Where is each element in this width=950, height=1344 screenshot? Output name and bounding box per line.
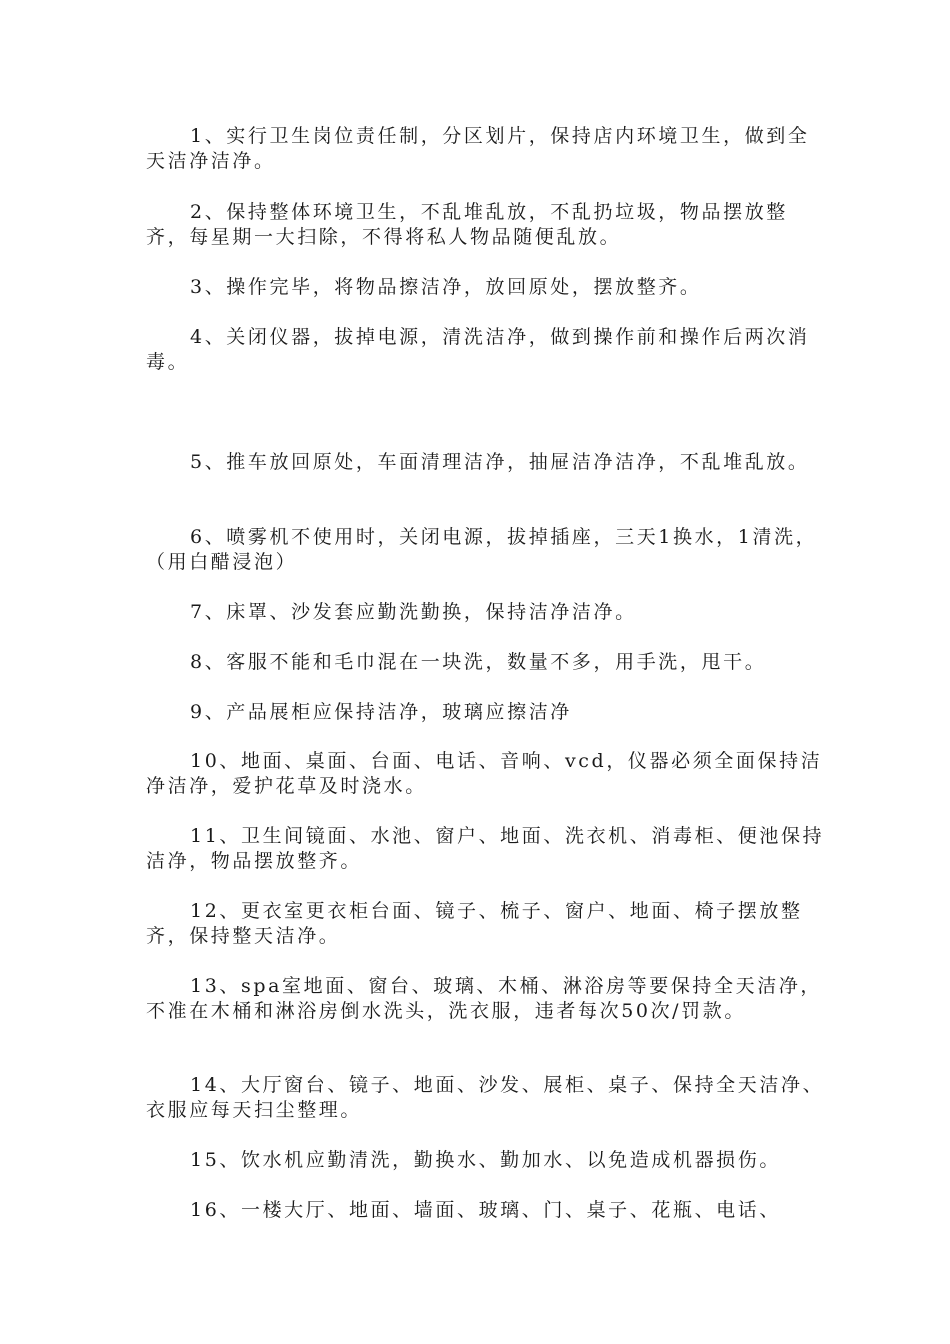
rule-paragraph-8: 8、客服不能和毛巾混在一块洗，数量不多，用手洗，甩干。 [190,651,767,673]
rule-paragraph-11: 11、卫生间镜面、水池、窗户、地面、洗衣机、消毒柜、便池保持洁净，物品摆放整齐。 [146,825,825,872]
rule-paragraph-13: 13、spa室地面、窗台、玻璃、木桶、淋浴房等要保持全天洁净，不准在木桶和淋浴房倒水洗头，洗衣服，违者每次50次/罚款。 [146,975,823,1022]
rule-paragraph-3: 3、操作完毕，将物品擦洁净，放回原处，摆放整齐。 [190,276,702,298]
rule-paragraph-2: 2、保持整体环境卫生，不乱堆乱放，不乱扔垃圾，物品摆放整齐，每星期一大扫除，不得将私人物品随便乱放。 [146,201,788,248]
rule-paragraph-9: 9、产品展柜应保持洁净，玻璃应擦洁净 [190,701,572,723]
rule-paragraph-14: 14、大厅窗台、镜子、地面、沙发、展柜、桌子、保持全天洁净、衣服应每天扫尘整理。 [146,1074,825,1121]
rule-paragraph-4: 4、关闭仪器，拔掉电源，清洗洁净，做到操作前和操作后两次消毒。 [146,326,810,373]
rule-paragraph-6: 6、喷雾机不使用时，关闭电源，拔掉插座，三天1换水，1清洗，（用白醋浸泡） [146,526,818,573]
rule-paragraph-1: 1、实行卫生岗位责任制，分区划片，保持店内环境卫生，做到全天洁净洁净。 [146,125,810,172]
rule-paragraph-15: 15、饮水机应勤清洗，勤换水、勤加水、以免造成机器损伤。 [190,1149,781,1171]
rule-paragraph-10: 10、地面、桌面、台面、电话、音响、vcd，仪器必须全面保持洁净洁净，爱护花草及时浇水。 [146,750,823,797]
rule-paragraph-12: 12、更衣室更衣柜台面、镜子、梳子、窗户、地面、椅子摆放整齐，保持整天洁净。 [146,900,803,947]
rule-paragraph-5: 5、推车放回原处，车面清理洁净，抽屉洁净洁净，不乱堆乱放。 [190,451,810,473]
rule-paragraph-16: 16、一楼大厅、地面、墙面、玻璃、门、桌子、花瓶、电话、 [190,1199,781,1221]
rule-paragraph-7: 7、床罩、沙发套应勤洗勤换，保持洁净洁净。 [190,601,637,623]
